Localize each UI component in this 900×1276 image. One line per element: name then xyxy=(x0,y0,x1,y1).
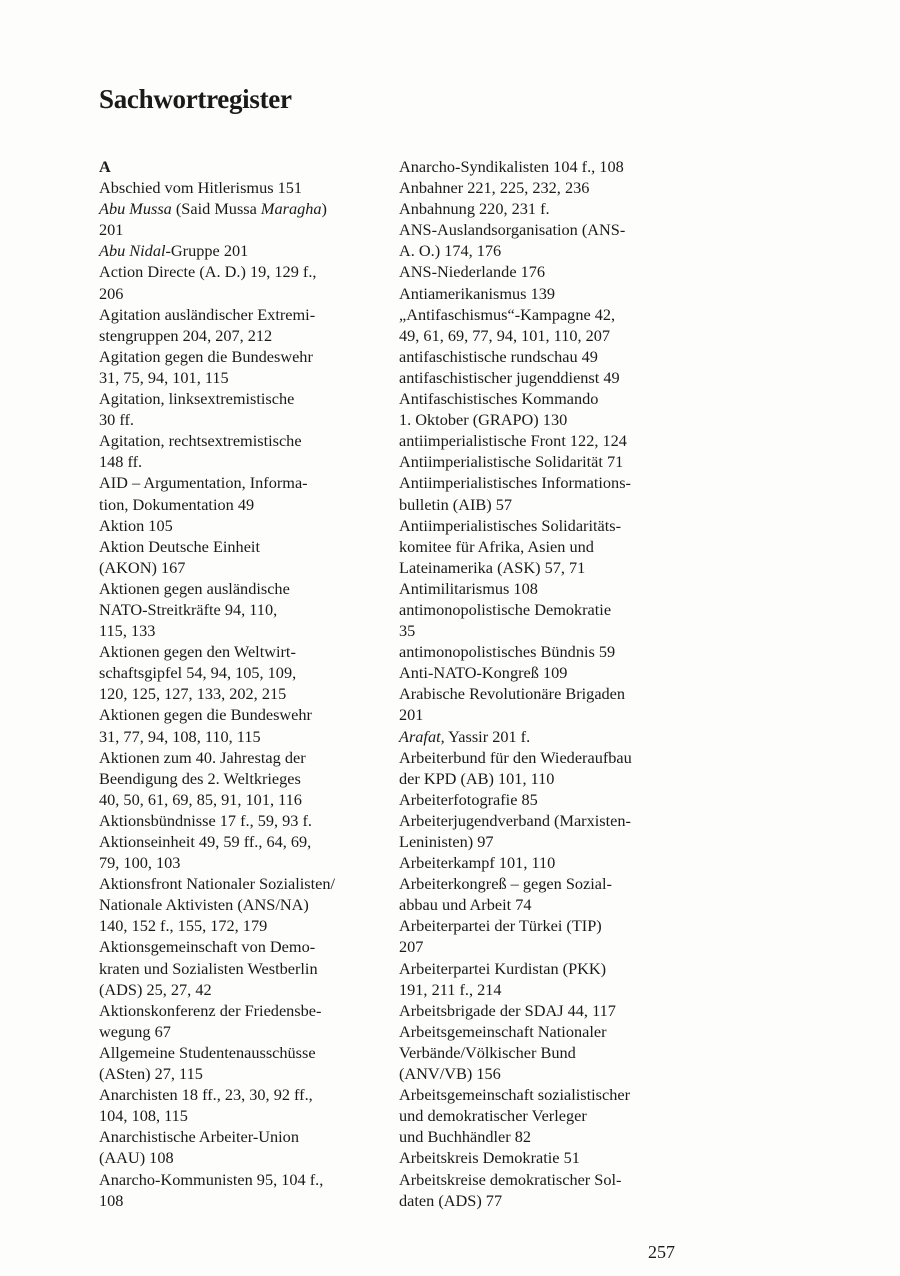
index-entry-line: NATO-Streitkräfte 94, 110, xyxy=(99,599,278,619)
index-entry xyxy=(99,515,374,536)
index-entry-line: Arbeitsgemeinschaft Nationaler xyxy=(399,1021,607,1041)
index-entry-line: Anbahnung 220, 231 f. xyxy=(399,199,550,219)
index-entry xyxy=(399,789,689,810)
index-entry-line: antiimperialistische Front 122, 124 xyxy=(399,431,627,451)
index-entry xyxy=(399,219,689,261)
index-entry-line: Antiimperialistische Solidarität 71 xyxy=(399,452,624,472)
index-entry-line: Arabische Revolutionäre Brigaden xyxy=(399,684,626,704)
index-entry-line: 31, 77, 94, 108, 110, 115 xyxy=(99,726,261,746)
index-entry xyxy=(399,599,689,641)
index-entry-line: (ASten) 27, 115 xyxy=(99,1064,203,1084)
index-entry-line: Antiimperialistisches Informations- xyxy=(399,473,631,493)
index-entry-line: Agitation, rechtsextremistische xyxy=(99,431,302,451)
index-entry-line: komitee für Afrika, Asien und xyxy=(399,536,594,556)
index-entry-line: 40, 50, 61, 69, 85, 91, 101, 116 xyxy=(99,789,302,809)
index-entry-line: Arbeitsbrigade der SDAJ 44, 117 xyxy=(399,1000,616,1020)
index-entry-line: Anarcho-Syndikalisten 104 f., 108 xyxy=(399,157,624,176)
index-entry-line: Agitation gegen die Bundeswehr xyxy=(99,346,313,366)
index-entry-line: 79, 100, 103 xyxy=(99,853,181,873)
index-entry-line: antifaschistischer jugenddienst 49 xyxy=(399,367,620,387)
index-entry xyxy=(99,873,374,936)
index-entry-line: Aktion Deutsche Einheit xyxy=(99,536,260,556)
index-entry-line: Lateinamerika (ASK) 57, 71 xyxy=(399,557,586,577)
index-entry-line: Antimilitarismus 108 xyxy=(399,578,538,598)
page-title: Sachwortregister xyxy=(99,84,292,114)
index-entry-line: Anarchistische Arbeiter-Union xyxy=(99,1127,299,1147)
index-entry-line: Arafat, Yassir 201 f. xyxy=(399,726,531,746)
index-entry xyxy=(399,873,689,915)
index-entry-line: Antiimperialistisches Solidaritäts- xyxy=(399,515,622,535)
index-entry xyxy=(399,726,689,747)
index-entry-line: 120, 125, 127, 133, 202, 215 xyxy=(99,684,287,704)
index-entry-line: Aktionen gegen den Weltwirt- xyxy=(99,642,296,662)
index-entry xyxy=(99,1169,374,1211)
index-entry xyxy=(399,958,689,1000)
index-entry-line: Abschied vom Hitlerismus 151 xyxy=(99,178,303,198)
index-entry xyxy=(99,304,374,346)
index-entry xyxy=(99,578,374,641)
index-entry-line: antimonopolistische Demokratie xyxy=(399,599,612,619)
index-entry-line: Agitation, linksextremistische xyxy=(99,389,295,409)
index-entry-line: bulletin (AIB) 57 xyxy=(399,494,513,514)
letter-heading: A xyxy=(99,157,111,176)
index-entry-line: 108 xyxy=(99,1190,124,1210)
index-entry xyxy=(399,430,689,451)
index-entry xyxy=(399,1084,689,1147)
index-entry-line: schaftsgipfel 54, 94, 105, 109, xyxy=(99,663,297,683)
index-entry xyxy=(99,388,374,430)
index-entry-line: 201 xyxy=(99,220,124,240)
index-entry-line: daten (ADS) 77 xyxy=(399,1190,503,1210)
index-entry-line: abbau und Arbeit 74 xyxy=(399,895,532,915)
index-entry xyxy=(399,641,689,662)
index-entry-line: Aktionen zum 40. Jahrestag der xyxy=(99,747,306,767)
index-entry-line: Action Directe (A. D.) 19, 129 f., xyxy=(99,262,317,282)
index-entry-line: ANS-Auslandsorganisation (ANS- xyxy=(399,220,626,240)
index-entry-line: antimonopolistisches Bündnis 59 xyxy=(399,642,616,662)
index-entry xyxy=(399,304,689,346)
index-entry xyxy=(99,430,374,472)
index-entry xyxy=(99,1042,374,1084)
index-entry-line: und Buchhändler 82 xyxy=(399,1127,532,1147)
index-entry xyxy=(399,683,689,725)
index-entry-line: 206 xyxy=(99,283,124,303)
index-entry xyxy=(99,704,374,746)
index-entry-line: „Antifaschismus“-Kampagne 42, xyxy=(399,304,616,324)
index-entry xyxy=(399,747,689,789)
index-column-left xyxy=(99,156,374,1211)
index-entry-line: Leninisten) 97 xyxy=(399,832,494,851)
index-entry-line: Agitation ausländischer Extremi- xyxy=(99,304,316,324)
index-entry xyxy=(99,1126,374,1168)
index-entry-line: Arbeitsgemeinschaft sozialistischer xyxy=(399,1085,631,1105)
index-entry xyxy=(99,810,374,831)
index-entry xyxy=(99,1084,374,1126)
index-entry-line: Anarchisten 18 ff., 23, 30, 92 ff., xyxy=(99,1085,313,1105)
index-entry-line: Antifaschistisches Kommando xyxy=(399,389,599,409)
index-entry-line: (ADS) 25, 27, 42 xyxy=(99,979,212,999)
index-entry-line: 49, 61, 69, 77, 94, 101, 110, 207 xyxy=(399,325,611,345)
index-entry-line: Verbände/Völkischer Bund xyxy=(399,1042,576,1062)
index-entry-line: stengruppen 204, 207, 212 xyxy=(99,325,273,345)
index-entry xyxy=(399,1000,689,1021)
index-entry-line: Arbeiterpartei Kurdistan (PKK) xyxy=(399,958,607,978)
index-entry-line: Aktionen gegen ausländische xyxy=(99,578,290,598)
index-entry-line: 207 xyxy=(399,937,424,957)
index-entry-line: 140, 152 f., 155, 172, 179 xyxy=(99,916,268,936)
index-entry xyxy=(99,936,374,999)
index-entry-line: A. O.) 174, 176 xyxy=(399,241,502,261)
index-entry xyxy=(399,852,689,873)
page-number: 257 xyxy=(648,1242,675,1262)
index-entry-line: 1. Oktober (GRAPO) 130 xyxy=(399,410,568,430)
index-entry-line: 115, 133 xyxy=(99,621,156,641)
index-entry-line: 201 xyxy=(399,705,424,725)
index-entry-line: Arbeiterkampf 101, 110 xyxy=(399,853,556,873)
index-entry xyxy=(99,177,374,198)
index-entry xyxy=(399,1147,689,1168)
index-entry-line: 30 ff. xyxy=(99,410,134,430)
index-entry-line: Arbeitskreis Demokratie 51 xyxy=(399,1148,580,1168)
index-entry-line: tion, Dokumentation 49 xyxy=(99,494,255,514)
index-entry xyxy=(99,346,374,388)
index-entry-line: 31, 75, 94, 101, 115 xyxy=(99,367,229,387)
index-entry-line: wegung 67 xyxy=(99,1021,171,1041)
index-entry-line: 104, 108, 115 xyxy=(99,1106,188,1126)
index-entry-line: und demokratischer Verleger xyxy=(399,1106,587,1126)
index-entry-line: ANS-Niederlande 176 xyxy=(399,262,546,282)
index-entry-line: Arbeiterbund für den Wiederaufbau xyxy=(399,747,632,767)
index-entry-line: Aktionsbündnisse 17 f., 59, 93 f. xyxy=(99,810,313,830)
index-entry-line: (AAU) 108 xyxy=(99,1148,174,1168)
index-entry-line: Aktion 105 xyxy=(99,515,173,535)
index-entry xyxy=(399,472,689,514)
index-entry-line: Anarcho-Kommunisten 95, 104 f., xyxy=(99,1169,324,1189)
index-entry-line: Arbeiterkongreß – gegen Sozial- xyxy=(399,874,612,894)
index-entry-line: kraten und Sozialisten Westberlin xyxy=(99,958,318,978)
index-entry xyxy=(399,388,689,430)
index-entry xyxy=(399,578,689,599)
index-entry-line: Nationale Aktivisten (ANS/NA) xyxy=(99,895,309,915)
index-entry-line: der KPD (AB) 101, 110 xyxy=(399,768,555,788)
index-entry-line: Arbeiterfotografie 85 xyxy=(399,789,538,809)
index-entry xyxy=(399,451,689,472)
index-entry-line: Aktionskonferenz der Friedensbe- xyxy=(99,1000,322,1020)
index-entry-line: Aktionen gegen die Bundeswehr xyxy=(99,705,312,725)
index-entry-line: antifaschistische rundschau 49 xyxy=(399,346,598,366)
index-entry-line: Allgemeine Studentenausschüsse xyxy=(99,1042,316,1062)
index-entry xyxy=(399,915,689,957)
index-entry xyxy=(99,198,374,240)
index-entry xyxy=(399,198,689,219)
index-entry-line: Beendigung des 2. Weltkrieges xyxy=(99,768,301,788)
index-entry xyxy=(99,1000,374,1042)
index-entry-line: Arbeiterjugendverband (Marxisten- xyxy=(399,810,631,830)
index-entry xyxy=(399,515,689,578)
index-entry xyxy=(399,810,689,852)
index-entry xyxy=(399,1021,689,1084)
index-entry xyxy=(99,641,374,704)
index-entry xyxy=(99,240,374,261)
index-entry-line: Aktionsfront Nationaler Sozialisten/ xyxy=(99,874,336,894)
index-entry-line: Aktionseinheit 49, 59 ff., 64, 69, xyxy=(99,832,312,851)
index-entry-line: 148 ff. xyxy=(99,452,143,472)
index-entry xyxy=(399,177,689,198)
index-entry xyxy=(399,156,689,177)
index-entry xyxy=(99,261,374,303)
index-entry xyxy=(399,346,689,367)
index-entry-line: Anti-NATO-Kongreß 109 xyxy=(399,663,568,683)
index-entry xyxy=(99,536,374,578)
index-entry xyxy=(99,472,374,514)
index-entry-line: Abu Mussa (Said Mussa Maragha) xyxy=(99,199,327,219)
index-entry-line: Arbeiterpartei der Türkei (TIP) xyxy=(399,916,602,936)
index-entry xyxy=(99,831,374,873)
index-entry-line: 191, 211 f., 214 xyxy=(399,979,502,999)
index-entry xyxy=(99,747,374,810)
index-entry-line: AID – Argumentation, Informa- xyxy=(99,473,308,493)
index-entry-line: Anbahner 221, 225, 232, 236 xyxy=(399,178,590,198)
index-entry-line: Antiamerikanismus 139 xyxy=(399,283,556,303)
index-entry-line: (ANV/VB) 156 xyxy=(399,1064,501,1084)
index-entry xyxy=(399,283,689,304)
index-entry xyxy=(399,1169,689,1211)
index-column-right xyxy=(399,156,689,1211)
index-entry-line: Aktionsgemeinschaft von Demo- xyxy=(99,937,316,957)
index-entry-line: Arbeitskreise demokratischer Sol- xyxy=(399,1169,622,1189)
index-entry-line: Abu Nidal-Gruppe 201 xyxy=(99,241,249,261)
index-entry-line: (AKON) 167 xyxy=(99,557,186,577)
index-entry xyxy=(399,662,689,683)
index-entry xyxy=(399,261,689,282)
index-entry-line: 35 xyxy=(399,621,416,641)
index-entry xyxy=(399,367,689,388)
